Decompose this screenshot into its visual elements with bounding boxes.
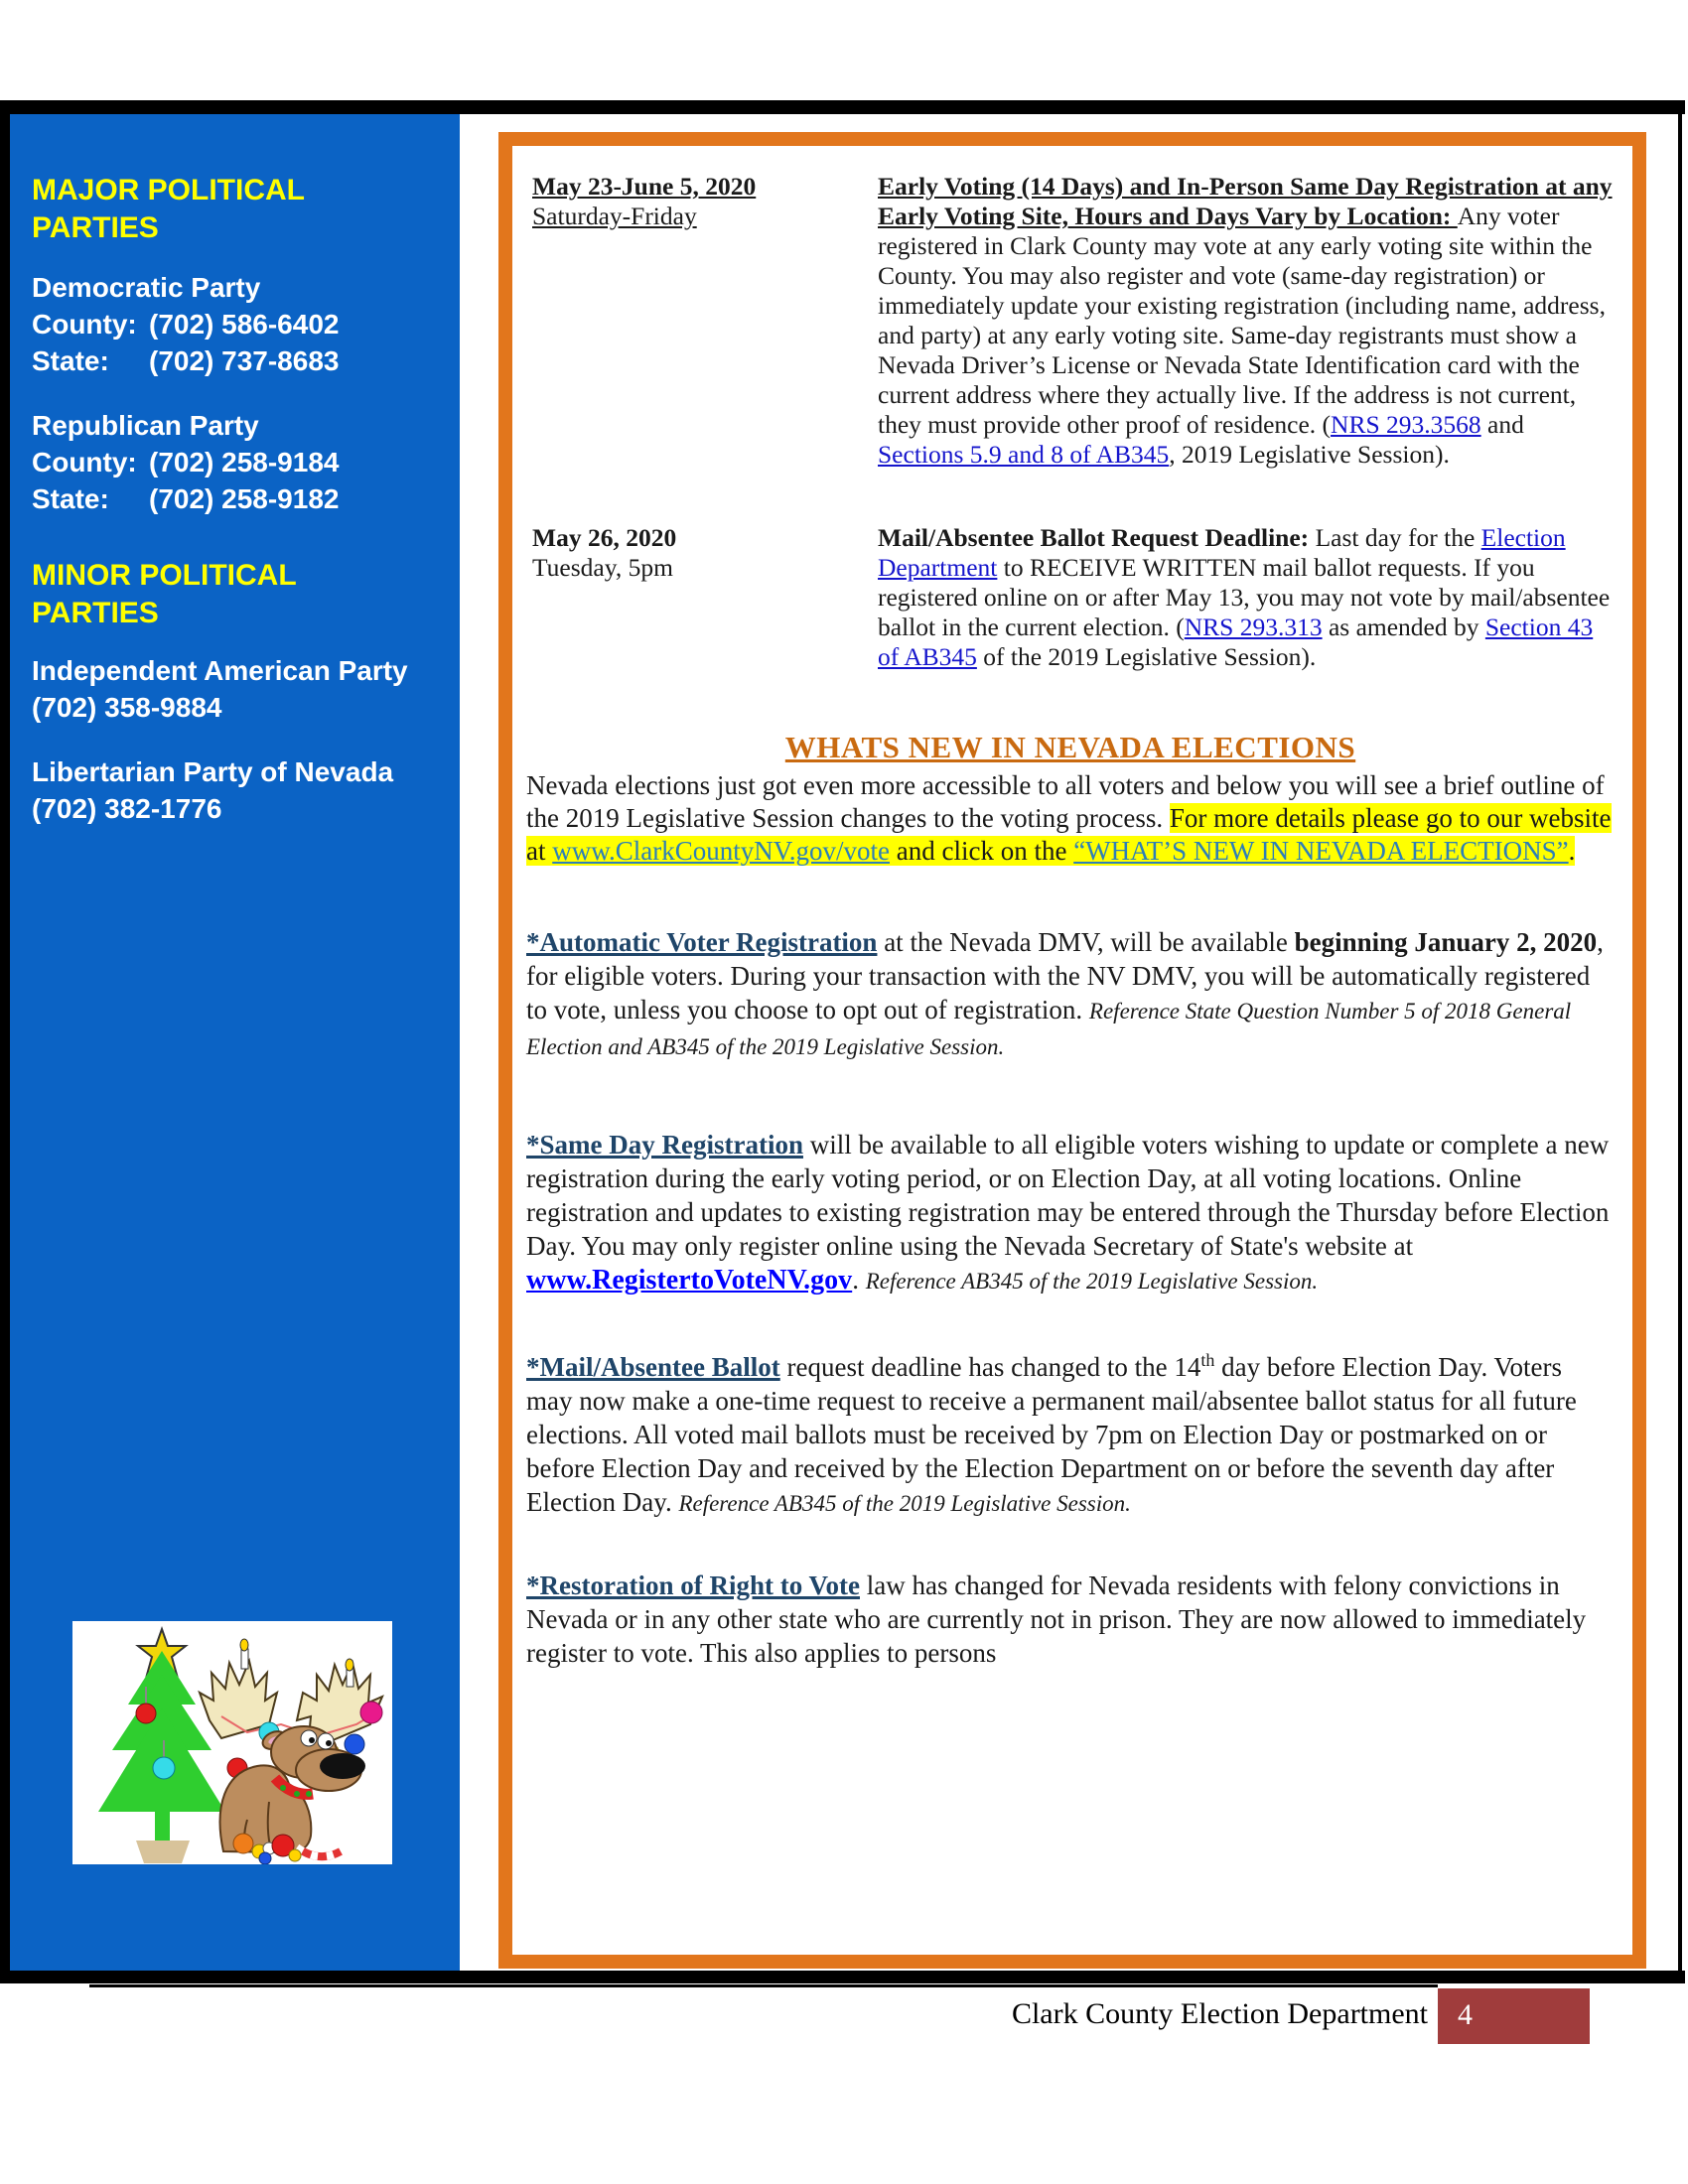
- early-voting-body: Any voter registered in Clark County may vote at any early voting site within the County. You may also register and vote (same-day registration) or immediately update your existing registration (including name, address, and party) at any early voting site. Same-day registrants must show a Nevada Driver’s License or Nevada State Identification card with the current address where they actually live. If the address is not current, they must provide other proof of residence. (: [878, 202, 1606, 439]
- mail-deadline-lead: Mail/Absentee Ballot Request Deadline:: [878, 523, 1310, 552]
- clark-county-website-link[interactable]: www.ClarkCountyNV.gov/vote: [552, 836, 890, 866]
- state-label: State:: [32, 483, 109, 514]
- county-phone: (702) 258-9184: [149, 447, 340, 478]
- page-frame-bottom: [0, 1971, 1685, 1983]
- section-text: , for eligible voters. During your transaction with the NV DMV, you will be automatically registered to vote, unless you choose to opt out of registration.: [526, 927, 1604, 1024]
- bold-date-text: beginning January 2, 2020: [1294, 927, 1598, 957]
- schedule-desc: [878, 523, 1615, 672]
- mail-deadline-body3: as amended by: [1322, 613, 1485, 641]
- county-label: County:: [32, 309, 137, 340]
- sections-59-8-ab345-link[interactable]: Sections 5.9 and 8 of AB345: [878, 440, 1170, 469]
- schedule-day: Tuesday, 5pm: [532, 553, 673, 582]
- mail-deadline-body4: of the 2019 Legislative Session).: [976, 642, 1317, 671]
- section-text: law has changed for Nevada residents with felony convictions in Nevada or in any other state who are currently not in prison. They are now allowed to immediately register to vote. This also applies to persons: [526, 1570, 1587, 1668]
- page-number-box: [1438, 1988, 1590, 2044]
- footer-department-name: Clark County Election Department: [1011, 1997, 1428, 2030]
- section-text: day before Election Day. Voters may now make a one-time request to receive a permanent mail/absentee ballot status for all future elections. All voted mail ballots must be received by 7pm on Election Day or postmarked on or before Election Day and received by the Election Department on or before the seventh day after Election Day.: [526, 1352, 1577, 1517]
- automatic-voter-registration-section: [526, 925, 1615, 1064]
- election-department-link[interactable]: Election Department: [878, 523, 1566, 582]
- state-phone: (702) 258-9182: [149, 483, 340, 514]
- page-frame-left: [0, 100, 10, 1983]
- libertarian-block: [32, 753, 448, 827]
- state-phone: (702) 737-8683: [149, 345, 340, 376]
- same-day-registration-section: [526, 1128, 1615, 1298]
- section-text: .: [852, 1265, 866, 1295]
- main-content-box: [498, 132, 1646, 1969]
- political-parties-sidebar: [10, 114, 460, 1971]
- county-label: County:: [32, 447, 137, 478]
- page-number: 4: [1458, 1998, 1473, 2031]
- early-voting-lead: Early Voting (14 Days) and In-Person Same Day Registration at any Early Voting Site, Hours and Days Vary by Location:: [878, 172, 1613, 230]
- schedule-date: May 23-June 5, 2020: [532, 172, 757, 201]
- whats-new-heading: WHATS NEW IN NEVADA ELECTIONS: [784, 730, 1356, 764]
- mail-deadline-body: Last day for the: [1309, 523, 1481, 552]
- section-43-ab345-link[interactable]: Section 43 of AB345: [878, 613, 1594, 671]
- county-phone-row: [32, 444, 448, 480]
- party-phone: (702) 358-9884: [32, 692, 222, 723]
- moose: [200, 1639, 382, 1864]
- whats-new-intro: [526, 769, 1615, 868]
- reference-note: Reference State Question Number 5 of 2018 General Election and AB345 of the 2019 Legislative Session.: [526, 999, 1572, 1059]
- page-frame-right: [1678, 100, 1682, 1983]
- state-phone-row: [32, 342, 448, 379]
- whats-new-page-link[interactable]: “WHAT’S NEW IN NEVADA ELECTIONS”: [1073, 836, 1569, 866]
- section-text: at the Nevada DMV, will be available: [877, 927, 1295, 957]
- independent-american-block: [32, 652, 448, 726]
- same-day-registration-title: *Same Day Registration: [526, 1130, 803, 1160]
- party-name: Independent American Party: [32, 655, 408, 686]
- reference-note: Reference AB345 of the 2019 Legislative Session.: [678, 1491, 1131, 1516]
- county-phone-row: [32, 306, 448, 342]
- christmas-tree: [98, 1629, 225, 1863]
- register-to-vote-link[interactable]: www.RegistertoVoteNV.gov: [526, 1265, 853, 1296]
- early-voting-mid: and: [1480, 410, 1524, 439]
- christmas-clipart-box: [72, 1621, 392, 1864]
- major-parties-heading: MAJOR POLITICAL PARTIES: [32, 174, 305, 244]
- schedule-date-col: [526, 172, 878, 470]
- page-frame-top: [0, 100, 1685, 114]
- schedule-row-early-voting: [526, 172, 1615, 470]
- footer-rule: [89, 1984, 1438, 1987]
- state-label: State:: [32, 345, 109, 376]
- nrs-2933568-link[interactable]: NRS 293.3568: [1331, 410, 1481, 439]
- party-name: Democratic Party: [32, 272, 261, 303]
- reference-note: Reference AB345 of the 2019 Legislative Session.: [865, 1269, 1319, 1294]
- state-phone-row: [32, 480, 448, 517]
- restoration-right-to-vote-section: [526, 1569, 1615, 1670]
- mail-absentee-ballot-title: *Mail/Absentee Ballot: [526, 1352, 780, 1382]
- schedule-date-col: [526, 523, 878, 672]
- intro-plain-text: Nevada elections just got even more accessible to all voters and below you will see a brief outline of the 2019 Legislative Session changes to the voting process.: [526, 770, 1605, 833]
- schedule-row-mail-deadline: [526, 523, 1615, 672]
- party-phone: (702) 382-1776: [32, 793, 222, 824]
- section-text: will be available to all eligible voters wishing to update or complete a new registration during the early voting period, or on Election Day, at all voting locations. Online registration and updates to existing registration may be entered through the Thursday before Election Day. You may only register online using the Nevada Secretary of State's website at: [526, 1130, 1610, 1261]
- schedule-date: May 26, 2020: [532, 523, 677, 552]
- schedule-desc: [878, 172, 1615, 470]
- intro-highlighted-text: For more details please go to our website at www.ClarkCountyNV.gov/vote and click on the “WHAT’S NEW IN NEVADA ELECTIONS”.: [526, 803, 1612, 866]
- republican-party-block: [32, 407, 448, 517]
- democratic-party-block: [32, 269, 448, 379]
- restoration-right-to-vote-title: *Restoration of Right to Vote: [526, 1570, 860, 1600]
- section-text: request deadline has changed to the 14: [779, 1352, 1201, 1382]
- mail-absentee-ballot-section: [526, 1350, 1615, 1521]
- schedule-day: Saturday-Friday: [532, 202, 697, 230]
- automatic-voter-registration-title: *Automatic Voter Registration: [526, 927, 878, 957]
- mail-deadline-body2: to RECEIVE WRITTEN mail ballot requests. If you registered online on or after May 13, you may not vote by mail/absentee ballot in the current election. (: [878, 553, 1611, 641]
- party-name: Libertarian Party of Nevada: [32, 756, 394, 787]
- county-phone: (702) 586-6402: [149, 309, 340, 340]
- early-voting-tail: , 2019 Legislative Session).: [1169, 440, 1450, 469]
- party-name: Republican Party: [32, 410, 259, 441]
- minor-parties-heading: MINOR POLITICAL PARTIES: [32, 559, 297, 629]
- christmas-moose-and-tree-icon: [72, 1621, 392, 1864]
- nrs-293313-link[interactable]: NRS 293.313: [1184, 613, 1323, 641]
- ordinal-superscript: th: [1200, 1350, 1215, 1370]
